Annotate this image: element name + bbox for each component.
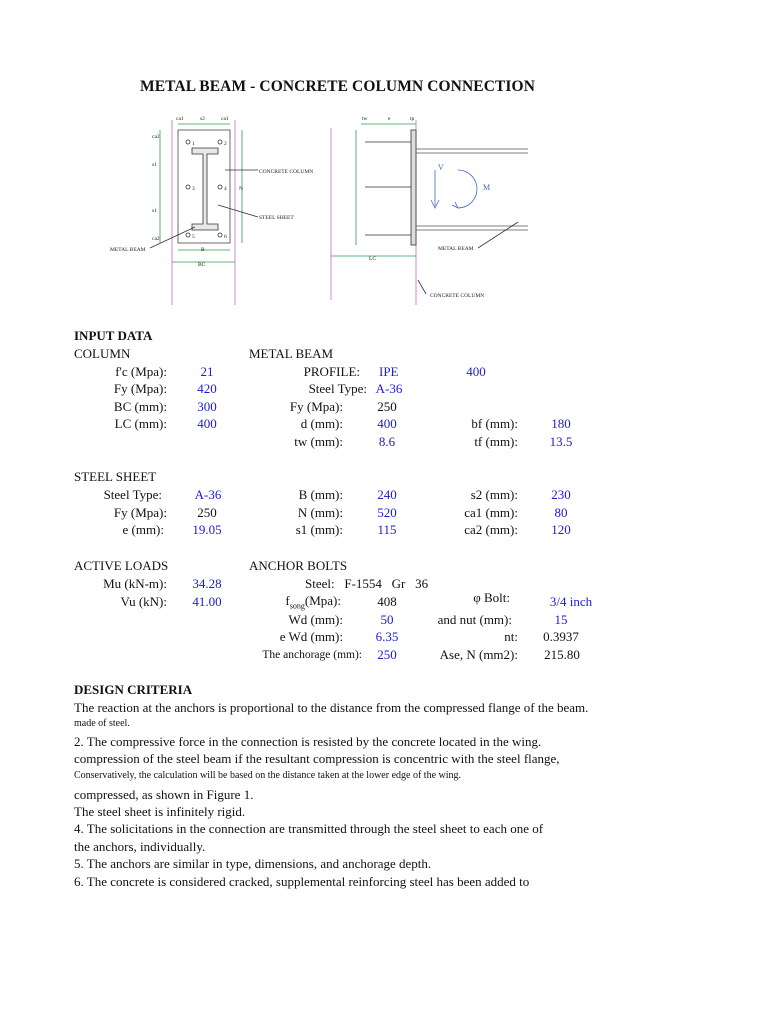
bolt-value: 3/4 inch: [549, 594, 593, 609]
connection-figure: [100, 110, 540, 305]
steel-sheet-label: STEEL SHEET: [259, 215, 294, 221]
metal-beam-label-right: METAL BEAM: [438, 246, 474, 252]
criteria-line-4: compression of the steel beam if the resultant compression is concentric with the steel flange,: [74, 751, 560, 766]
dim-bc: BC: [198, 262, 206, 268]
beam-fy-label: Fy (Mpa):: [289, 399, 343, 414]
beam-tw-value: 8.6: [378, 434, 396, 449]
beam-tw-label: tw (mm):: [294, 434, 343, 449]
criteria-line-3: 2. The compressive force in the connection is resisted by the concrete located in the wing.: [74, 734, 542, 749]
criteria-line-2: made of steel.: [74, 718, 130, 729]
design-criteria-heading: DESIGN CRITERIA: [74, 682, 193, 697]
dim-tp: tp: [410, 116, 415, 122]
ase-label: Ase, N (mm2):: [439, 647, 518, 662]
sheet-steel-type-label: Steel Type:: [103, 487, 162, 502]
column-lc-label: LC (mm):: [114, 416, 167, 431]
metal-beam-label: METAL BEAM: [110, 247, 146, 253]
mu-value: 34.28: [192, 576, 222, 591]
column-heading: COLUMN: [74, 346, 131, 361]
sheet-n-value: 520: [377, 505, 397, 520]
front-elevation-labels: [110, 116, 313, 268]
anchor-steel-label: Steel:: [305, 576, 335, 591]
sheet-fy-value: 250: [197, 505, 217, 520]
sheet-ca2-label: ca2 (mm):: [464, 522, 518, 537]
criteria-line-6: compressed, as shown in Figure 1.: [74, 787, 254, 802]
criteria-line-9: the anchors, individually.: [74, 839, 206, 854]
column-lc-value: 400: [197, 416, 217, 431]
page-title: METAL BEAM - CONCRETE COLUMN CONNECTION: [140, 78, 536, 95]
anchor-steel-spec-value: F-1554: [344, 576, 382, 591]
dim-s1-bottom: s1: [152, 208, 157, 214]
mu-label: Mu (kN-m):: [103, 576, 167, 591]
dim-ca2-top: ca2: [152, 134, 160, 140]
ewd-label: e Wd (mm):: [279, 629, 343, 644]
side-elevation-labels: [362, 116, 490, 299]
concrete-column-label-right: CONCRETE COLUMN: [430, 293, 485, 299]
beam-steel-type-label: Steel Type:: [308, 381, 367, 396]
beam-fy-value: 250: [377, 399, 397, 414]
fsong-label-sub: song: [289, 601, 305, 611]
wd-label: Wd (mm):: [288, 612, 343, 627]
bolt-number-5: 5: [192, 234, 195, 240]
column-bc-label: BC (mm):: [113, 399, 167, 414]
active-loads-heading: ACTIVE LOADS: [74, 558, 169, 573]
anchorage-label: The anchorage (mm):: [262, 649, 362, 661]
profile-type-value: IPE: [379, 364, 399, 379]
sheet-s1-value: 115: [377, 522, 397, 537]
beam-d-value: 400: [377, 416, 397, 431]
sheet-fy-label: Fy (Mpa):: [113, 505, 167, 520]
anchor-steel-spec: [305, 576, 428, 592]
column-fy-label: Fy (Mpa):: [113, 381, 167, 396]
beam-bf-label: bf (mm):: [471, 416, 518, 431]
moment-m-label: M: [483, 183, 491, 192]
dim-s2: s2: [200, 116, 205, 122]
sheet-steel-type-value: A-36: [194, 487, 222, 502]
sheet-ca1-value: 80: [554, 505, 568, 520]
vu-value: 41.00: [192, 594, 222, 609]
vu-label: Vu (kN):: [120, 594, 167, 609]
fsong-value: 408: [377, 594, 397, 609]
anchor-grade-value: 36: [415, 576, 429, 591]
profile-label: PROFILE:: [303, 364, 360, 379]
bolt-label: φ Bolt:: [473, 590, 510, 605]
column-fc-label: f'c (Mpa):: [115, 364, 167, 379]
criteria-line-11: 6. The concrete is considered cracked, supplemental reinforcing steel has been added to: [74, 874, 530, 889]
front-elevation-view: [150, 120, 258, 305]
dim-lc: LC: [369, 256, 377, 262]
sheet-n-label: N (mm):: [297, 505, 343, 520]
sheet-b-value: 240: [377, 487, 397, 502]
sheet-s2-label: s2 (mm):: [470, 487, 518, 502]
criteria-line-5: Conservatively, the calculation will be based on the distance taken at the lower edge of the wing.: [74, 770, 462, 781]
dim-n: N: [239, 186, 243, 192]
sheet-e-label: e (mm):: [122, 522, 164, 537]
column-fc-value: 21: [200, 364, 214, 379]
sheet-ca1-label: ca1 (mm):: [464, 505, 518, 520]
beam-tf-label: tf (mm):: [474, 434, 518, 449]
anchor-grade-label: Gr: [391, 576, 406, 591]
side-elevation-view: [331, 120, 528, 305]
sheet-ca2-value: 120: [551, 522, 571, 537]
profile-size-value: 400: [466, 364, 486, 379]
dim-ca1-right: ca1: [221, 116, 229, 122]
dim-ca2-bottom: ca2: [152, 236, 160, 242]
sheet-s2-value: 230: [551, 487, 571, 502]
dim-e: e: [388, 116, 391, 122]
bolt-number-4: 4: [224, 186, 227, 192]
sheet-e-value: 19.05: [192, 522, 222, 537]
input-data-heading: INPUT DATA: [74, 328, 153, 343]
fsong-label-main: f: [285, 593, 290, 608]
fsong-label: [250, 593, 341, 609]
concrete-column-label: CONCRETE COLUMN: [259, 169, 314, 175]
beam-d-label: d (mm):: [300, 416, 343, 431]
anchorage-value: 250: [377, 647, 397, 662]
bolt-number-1: 1: [192, 141, 195, 147]
nt-label: nt:: [504, 629, 518, 644]
column-fy-value: 420: [197, 381, 217, 396]
criteria-line-1: The reaction at the anchors is proportional to the distance from the compressed flange of the beam.: [74, 700, 589, 715]
dim-ca1-left: ca1: [176, 116, 184, 122]
sheet-s1-label: s1 (mm):: [295, 522, 343, 537]
bolt-number-6: 6: [224, 234, 227, 240]
beam-steel-type-value: A-36: [375, 381, 403, 396]
bolt-number-3: 3: [192, 186, 195, 192]
steel-sheet-heading: STEEL SHEET: [74, 469, 157, 484]
fsong-label-tail: (Mpa):: [304, 593, 341, 608]
shear-v-label: V: [438, 163, 444, 172]
wd-value: 50: [380, 612, 394, 627]
dim-s1-top: s1: [152, 162, 157, 168]
column-bc-value: 300: [197, 399, 217, 414]
criteria-line-8: 4. The solicitations in the connection are transmitted through the steel sheet to each one of: [74, 821, 544, 836]
criteria-line-10: 5. The anchors are similar in type, dimensions, and anchorage depth.: [74, 856, 432, 871]
sheet-b-label: B (mm):: [298, 487, 343, 502]
anchor-bolts-heading: ANCHOR BOLTS: [249, 558, 348, 573]
bolt-number-2: 2: [224, 141, 227, 147]
metal-beam-heading: METAL BEAM: [249, 346, 334, 361]
criteria-line-7: The steel sheet is infinitely rigid.: [74, 804, 246, 819]
ewd-value: 6.35: [375, 629, 399, 644]
nt-value: 0.3937: [543, 629, 579, 644]
dim-b: B: [201, 247, 205, 253]
nut-label: and nut (mm):: [437, 612, 512, 627]
beam-bf-value: 180: [551, 416, 571, 431]
beam-tf-value: 13.5: [549, 434, 573, 449]
ase-value: 215.80: [544, 647, 580, 662]
dim-tw: tw: [362, 116, 368, 122]
nut-value: 15: [554, 612, 568, 627]
